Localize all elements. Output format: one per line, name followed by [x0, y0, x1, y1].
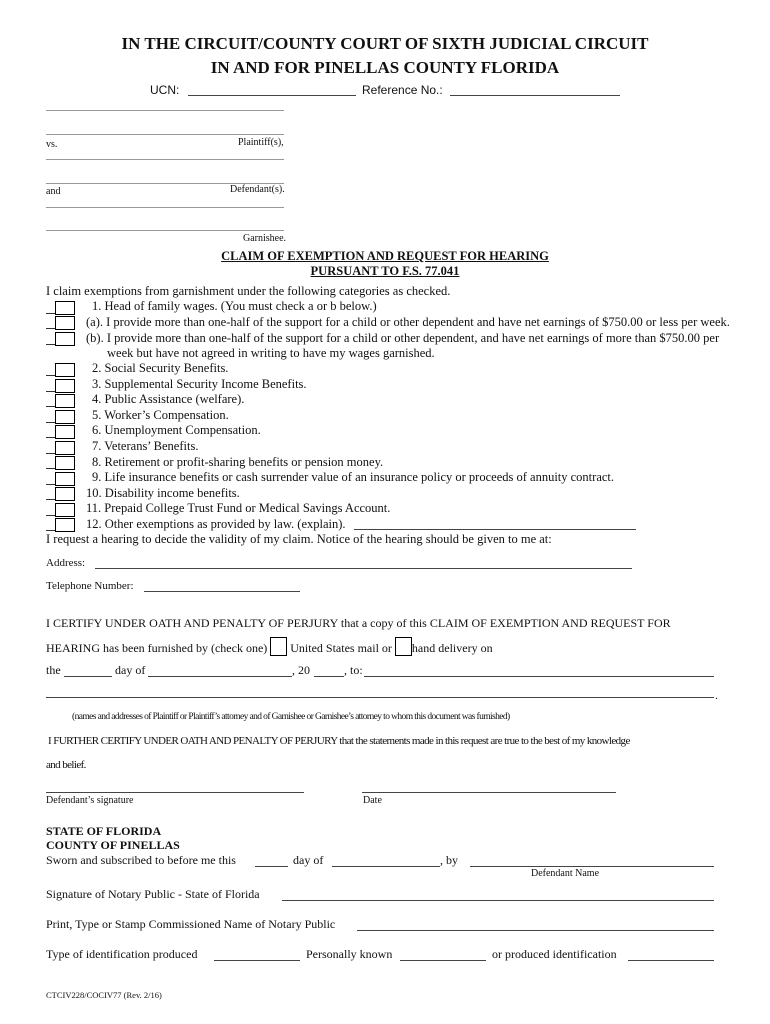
county-heading: COUNTY OF PINELLAS	[46, 838, 180, 852]
other-explain-field[interactable]	[354, 529, 636, 530]
defendant-label: Defendant(s).	[230, 184, 285, 195]
sworn-by-label: , by	[440, 853, 458, 867]
date-label: Date	[363, 795, 382, 806]
plaintiff-label: Plaintiff(s),	[238, 137, 284, 148]
identification-label: Type of identification produced	[46, 947, 198, 961]
notary-print-label: Print, Type or Stamp Commissioned Name of Notary Public	[46, 917, 336, 931]
checkbox-prepaid-college[interactable]	[55, 503, 75, 517]
us-mail-label: United States mail or	[290, 641, 392, 655]
item-workers-comp: 5. Worker’s Compensation.	[92, 408, 229, 422]
state-heading: STATE OF FLORIDA	[46, 824, 162, 838]
cert-month-field[interactable]	[148, 676, 292, 677]
checkbox-workers-comp[interactable]	[55, 410, 75, 424]
item-retirement: 8. Retirement or profit-sharing benefits or pension money.	[92, 455, 384, 469]
plaintiff-name-line-1[interactable]	[46, 110, 284, 111]
reference-field[interactable]	[450, 95, 620, 96]
court-title-line2: IN AND FOR PINELLAS COUNTY FLORIDA	[210, 58, 560, 77]
cert-year-field[interactable]	[314, 676, 344, 677]
ucn-label: UCN:	[150, 83, 180, 97]
checkbox-veterans[interactable]	[55, 441, 75, 455]
item-unemployment: 6. Unemployment Compensation.	[92, 423, 261, 437]
vs-label: vs.	[46, 139, 58, 150]
personally-known-label: Personally known	[306, 947, 393, 961]
defendant-name-line-1[interactable]	[46, 159, 284, 160]
item-life-insurance: 9. Life insurance benefits or cash surrender value of an insurance policy or proceeds of annuity contract.	[92, 470, 615, 484]
reference-label: Reference No.:	[362, 83, 443, 97]
defendant-name-label: Defendant Name	[531, 868, 600, 879]
ucn-field[interactable]	[188, 95, 356, 96]
plaintiff-name-line-2[interactable]	[46, 134, 284, 135]
claim-subtitle: PURSUANT TO F.S. 77.041	[310, 264, 460, 278]
identification-field[interactable]	[214, 960, 300, 961]
checkbox-public-assistance[interactable]	[55, 394, 75, 408]
item-public-assistance: 4. Public Assistance (welfare).	[92, 392, 245, 406]
recipients-period: .	[715, 688, 718, 702]
checkbox-retirement[interactable]	[55, 456, 75, 470]
claim-title: CLAIM OF EXEMPTION AND REQUEST FOR HEARING	[221, 249, 549, 263]
produced-id-label: or produced identification	[492, 947, 617, 961]
notary-signature-field[interactable]	[282, 900, 714, 901]
item-b-continued: week but have not agreed in writing to have my wages garnished.	[107, 346, 435, 360]
court-title-line1: IN THE CIRCUIT/COUNTY COURT OF SIXTH JUDICIAL CIRCUIT	[121, 34, 649, 53]
notary-name-field[interactable]	[357, 930, 714, 931]
further-certify-line1: I FURTHER CERTIFY UNDER OATH AND PENALTY OF PERJURY that the statements made in this request are true to the best of my knowledge	[48, 735, 630, 747]
to-label: , to:	[344, 663, 363, 677]
personally-known-field[interactable]	[400, 960, 486, 961]
signature-date-field[interactable]	[362, 792, 616, 793]
checkbox-social-security[interactable]	[55, 363, 75, 377]
sworn-day-field[interactable]	[255, 866, 288, 867]
hearing-furnished-text: HEARING has been furnished by (check one)	[46, 641, 268, 655]
checkbox-disability[interactable]	[55, 487, 75, 501]
produced-id-field[interactable]	[628, 960, 714, 961]
form-number: CTCIV228/COCIV77 (Rev. 2/16)	[46, 990, 162, 1000]
sworn-month-field[interactable]	[332, 866, 440, 867]
year-prefix: , 20	[292, 663, 310, 677]
checkbox-us-mail[interactable]	[270, 637, 287, 656]
names-note: (names and addresses of Plaintiff or Plaintiff’s attorney and of Garnishee or Garnishee’s attorney to whom this document was furnished)	[72, 712, 510, 722]
telephone-field[interactable]	[144, 591, 300, 592]
item-head-of-family: 1. Head of family wages. (You must check a or b below.)	[92, 299, 377, 313]
and-label: and	[46, 186, 61, 197]
checkbox-item-b[interactable]	[55, 332, 75, 346]
hearing-request: I request a hearing to decide the validity of my claim. Notice of the hearing should be given to me at:	[46, 532, 552, 546]
item-b: (b). I provide more than one-half of the support for a child or other dependent, and have net earnings of more than $750.00 per	[86, 331, 720, 345]
further-certify-line2: and belief.	[46, 759, 86, 771]
address-label: Address:	[46, 557, 86, 569]
the-label: the	[46, 663, 61, 677]
item-veterans: 7. Veterans’ Benefits.	[92, 439, 199, 453]
checkbox-life-insurance[interactable]	[55, 472, 75, 486]
defendant-signature-field[interactable]	[46, 792, 304, 793]
recipients-field-2[interactable]	[46, 697, 714, 698]
checkbox-other[interactable]	[55, 518, 75, 532]
checkbox-head-of-family[interactable]	[55, 301, 75, 315]
sworn-day-of-label: day of	[293, 853, 324, 867]
address-field[interactable]	[95, 568, 632, 569]
garnishee-label: Garnishee.	[243, 233, 287, 244]
delivery-row	[46, 637, 493, 656]
garnishee-name-line-1[interactable]	[46, 207, 284, 208]
day-of-label: day of	[115, 663, 146, 677]
recipients-field-1[interactable]	[364, 676, 714, 677]
hand-delivery-label: hand delivery on	[411, 641, 493, 655]
item-social-security: 2. Social Security Benefits.	[92, 361, 229, 375]
certify-line1: I CERTIFY UNDER OATH AND PENALTY OF PERJURY that a copy of this CLAIM OF EXEMPTION AND REQUEST FOR	[46, 616, 671, 630]
defendant-name-field[interactable]	[470, 866, 714, 867]
checkbox-hand-delivery[interactable]	[395, 637, 412, 656]
checkbox-ssi[interactable]	[55, 379, 75, 393]
notary-signature-label: Signature of Notary Public - State of Florida	[46, 887, 260, 901]
garnishee-name-line-2[interactable]	[46, 230, 284, 231]
defendant-signature-label: Defendant’s signature	[46, 795, 134, 806]
checkbox-item-a[interactable]	[55, 316, 75, 330]
cert-day-field[interactable]	[64, 676, 112, 677]
telephone-label: Telephone Number:	[46, 580, 134, 592]
item-prepaid-college: 11. Prepaid College Trust Fund or Medical Savings Account.	[86, 501, 391, 515]
sworn-label: Sworn and subscribed to before me this	[46, 853, 236, 867]
item-a: (a). I provide more than one-half of the support for a child or other dependent and have net earnings of $750.00 or less per week.	[86, 315, 730, 329]
item-other: 12. Other exemptions as provided by law. (explain).	[86, 517, 346, 531]
claim-intro: I claim exemptions from garnishment under the following categories as checked.	[46, 284, 451, 298]
checkbox-unemployment[interactable]	[55, 425, 75, 439]
item-disability: 10. Disability income benefits.	[86, 486, 240, 500]
item-ssi: 3. Supplemental Security Income Benefits.	[92, 377, 307, 391]
